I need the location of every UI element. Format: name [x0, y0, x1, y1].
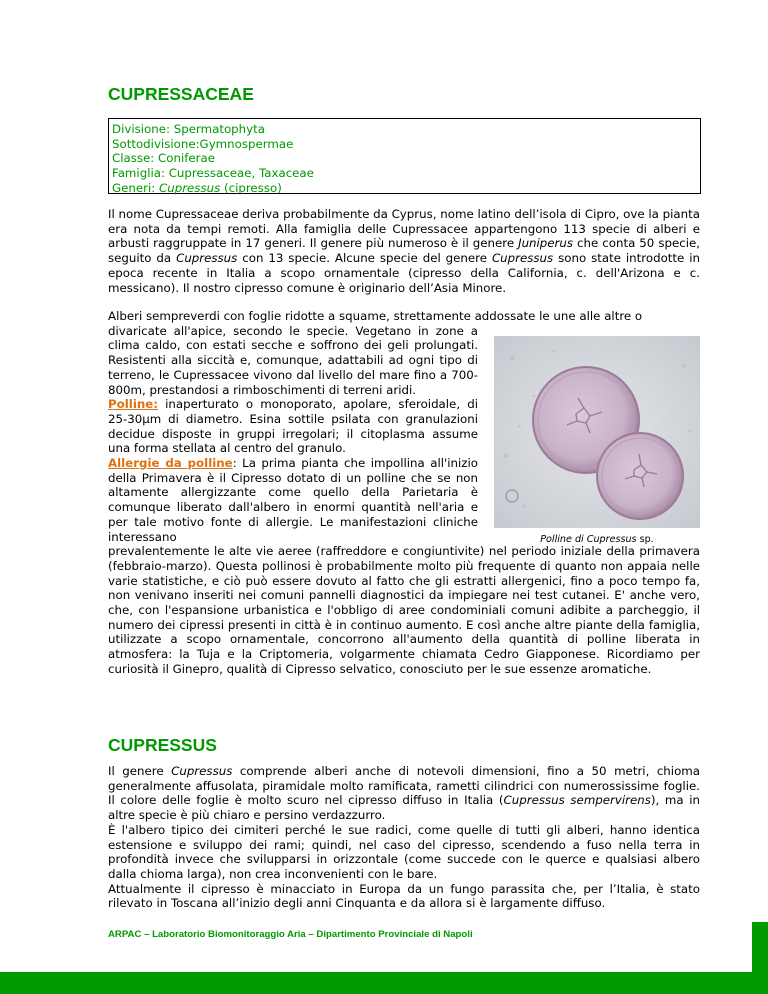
pollen-micrograph	[494, 336, 700, 528]
footer-bar-vertical	[752, 922, 768, 994]
taxonomy-class: Classe: Coniferae	[112, 151, 215, 166]
page-footer: ARPAC – Laboratorio Biomonitoraggio Aria – Dipartimento Provinciale di Napoli	[108, 929, 473, 940]
intro-cupressus-1: Cupressus	[176, 251, 238, 266]
genera-prefix: Generi:	[112, 180, 159, 195]
intro-text-a: Il nome Cupressaceae deriva probabilmente da Cyprus, nome latino dell’isola di Cipro, ove la pianta era nota da tempi remoti. Alla famiglia delle Cupressacee appartengono 113 specie di alberi e arbusti raggruppate in 17 generi. Il genere più numeroso è il genere	[108, 207, 700, 251]
taxonomy-division: Divisione: Spermatophyta	[112, 122, 265, 136]
allergies-paragraph	[108, 456, 478, 544]
caption-italic: Polline di Cupressus	[540, 534, 637, 545]
cup-p1d: Cupressus sempervirens	[503, 793, 651, 808]
cupressus-paragraph-3: Attualmente il cipresso è minacciato in Europa da un fungo parassita che, per l’Italia, è stato rilevato in Toscana all’inizio degli anni Cinquanta e da allora si è largamente diffuso.	[108, 881, 700, 911]
cupressus-paragraph-2: È l'albero tipico dei cimiteri perché le sue radici, come quelle di tutti gli alberi, hanno identica estensione e sviluppo dei rami; quindi, nel caso del cipresso, scendendo a fuso nella terra in profondità invece che svilupparsi in orizzontale (come succede con le querce e qualsiasi albero dalla chioma larga), non crea inconvenienti con le bare.	[108, 822, 700, 881]
description-text: divaricate all'apice, secondo le specie. Vegetano in zone a clima caldo, con estati secche e soffrono dei geli prolungati. Resistenti alla siccità e, comunque, adattabili ad ogni tipo di terreno, le Cupressacee vivono dal livello del mare fino a 700-800m, prestandosi a rimboschimenti di terreni aridi.	[108, 323, 478, 397]
pollen-paragraph	[108, 397, 478, 456]
section-heading-cupressus: CUPRESSUS	[108, 735, 217, 755]
taxonomy-genera	[112, 181, 700, 196]
intro-text-c: che conta 50 specie, seguito da	[108, 236, 700, 266]
cup-p1c: comprende alberi anche di notevoli dimensioni, fino a 50 metri, chioma generalmente affusolata, piramidale molto ramificata, rametti cilindrici con numerossissime foglie. Il colore delle foglie è molto scuro nel cipresso diffuso in Italia (	[108, 764, 701, 808]
intro-juniperus: Juniperus	[518, 236, 574, 251]
taxonomy-box	[108, 118, 701, 194]
pollen-text: inaperturato o monoporato, apolare, sferoidale, di 25-30µm di diametro. Esina sottile psilata con granulazioni decidue disposte in gruppi irregolari; il citoplasma assume una forma stellata al centro del granulo.	[108, 397, 478, 456]
cupressus-section	[108, 764, 700, 911]
intro-cupressus-2: Cupressus	[491, 251, 554, 266]
caption-rest: sp.	[636, 534, 654, 545]
intro-text-g: sono state introdotte in epoca recente in Italia a scopo ornamentale (cipresso della California, c. dell'Arizona e c. messicano). Il nostro cipresso comune è originario dell’Asia Minore.	[108, 251, 700, 295]
taxonomy-subdivision: Sottodivisione:Gymnospermae	[112, 136, 294, 151]
cup-p1a: Il genere	[108, 764, 172, 778]
allergies-link[interactable]: Allergie da polline	[108, 456, 233, 471]
cup-p1e: ), ma in altre specie è più chiaro e persino verdazzurro.	[108, 793, 701, 823]
intro-text-e: con 13 specie. Alcune specie del genere	[237, 251, 492, 266]
pollen-grains-image	[494, 336, 700, 528]
footer-bar-horizontal	[0, 972, 768, 994]
description-full-line: Alberi sempreverdi con foglie ridotte a squame, strettamente addossate le une alle altre o	[108, 309, 643, 323]
allergies-text: : La prima pianta che impollina all'inizio della Primavera è il Cipresso dotato di un polline che se non altamente allergizzante come quello della Parietaria è comunque liberato dall'albero in enormi quantità nell'aria e per tale motivo fonte di allergie. Le manifestazioni cliniche interessano	[108, 456, 478, 544]
taxonomy-family: Famiglia: Cupressaceae, Taxaceae	[112, 166, 314, 181]
page-title: CUPRESSACEAE	[108, 84, 254, 104]
genera-name: Cupressus	[159, 180, 221, 195]
cup-p1b: Cupressus	[171, 764, 233, 778]
pollen-link[interactable]: Polline:	[108, 397, 158, 412]
genera-suffix: (cipresso)	[220, 180, 282, 195]
figure-caption	[494, 534, 700, 545]
intro-paragraph	[108, 207, 700, 295]
allergies-continued: prevalentemente le alte vie aeree (raffreddore e congiuntivite) nel periodo iniziale della primavera (febbraio-marzo). Questa pollinosi è probabilmente molto più frequente di quanto non appaia nelle varie statistiche, e ciò può essere dovuto al fatto che gli estratti allergenici, fino a poco tempo fa, non venivano inseriti nei comuni pannelli diagnostici da impiegare nei test cutanei. E' anche vero, che, con l'espansione urbanistica e l'obbligo di aree condominiali comuni adibite a parcheggio, il numero dei cipressi presenti in città è in continuo aumento. E così anche altre piante della famiglia, utilizzate a scopo ornamentale, concorrono all'aumento della quantità di polline liberata in atmosfera: la Tuja e la Criptomeria, volgarmente chiamata Cedro Giapponese. Ricordiamo per curiosità il Ginepro, qualità di Cipresso selvatico, conosciuto per le sue essenze aromatiche.	[108, 544, 700, 676]
cupressus-paragraph-1	[108, 764, 700, 823]
